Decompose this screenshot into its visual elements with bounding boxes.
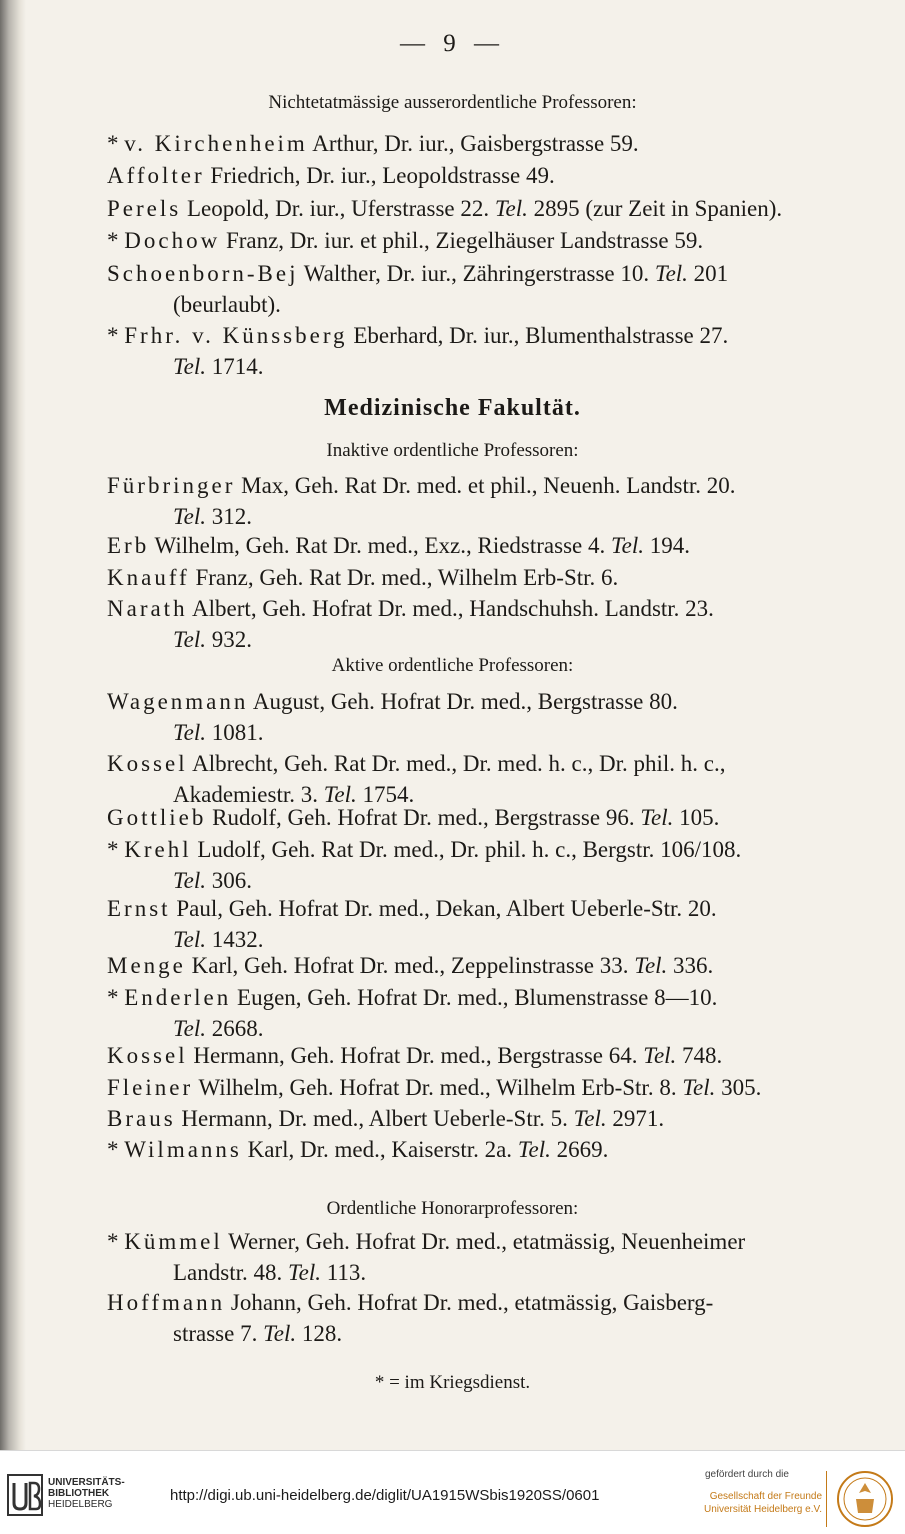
permalink-url[interactable]: http://digi.ub.uni-heidelberg.de/diglit/UA1915WSbis1920SS/0601 xyxy=(170,1487,600,1504)
person-surname: Dochow xyxy=(124,228,221,253)
tel-number: 336. xyxy=(667,953,714,978)
aktive-entry xyxy=(107,1072,865,1103)
aktive-entry xyxy=(107,686,865,748)
person-surname: Menge xyxy=(107,953,186,978)
person-details: Rudolf, Geh. Hofrat Dr. med., Bergstrasse 96. xyxy=(206,805,641,830)
entry-line xyxy=(107,225,865,256)
person-details: Paul, Geh. Hofrat Dr. med., Dekan, Albert Ueberle-Str. 20. xyxy=(170,896,717,921)
entry-line xyxy=(107,686,865,717)
tel-label: Tel. xyxy=(323,782,357,807)
tel-label: Tel. xyxy=(634,953,668,978)
person-surname: Kümmel xyxy=(124,1229,223,1254)
person-surname: Kossel xyxy=(107,1043,188,1068)
person-surname: Kossel xyxy=(107,751,188,776)
nichtetat-entry xyxy=(107,160,865,191)
entry-line xyxy=(107,982,865,1013)
entry-line xyxy=(107,802,865,833)
tel-label: Tel. xyxy=(643,1043,677,1068)
person-details: Arthur, Dr. iur., Gaisbergstrasse 59. xyxy=(307,131,639,156)
entry-line xyxy=(107,1287,865,1318)
tel-label: Tel. xyxy=(640,805,674,830)
tel-label: Tel. xyxy=(288,1260,322,1285)
person-surname: Knauff xyxy=(107,565,190,590)
tel-label: Tel. xyxy=(173,354,207,379)
sponsor-line1: Gesellschaft der Freunde xyxy=(709,1491,822,1502)
tel-label: Tel. xyxy=(263,1321,297,1346)
sponsor-name xyxy=(690,1490,822,1516)
entry-line xyxy=(107,893,865,924)
tel-label: Tel. xyxy=(517,1137,551,1162)
heading-honorar: Ordentliche Honorarprofessoren: xyxy=(326,1198,579,1219)
person-surname: v. Kirchenheim xyxy=(124,131,308,156)
digitization-footer xyxy=(0,1450,905,1534)
person-details: Hermann, Dr. med., Albert Ueberle-Str. 5. xyxy=(175,1106,574,1131)
tel-number: 194. xyxy=(644,533,691,558)
inaktive-entry xyxy=(107,470,865,532)
asterisk-mark: * xyxy=(107,837,125,862)
person-details: Eugen, Geh. Hofrat Dr. med., Blumenstrasse 8—10. xyxy=(231,985,718,1010)
person-details: Franz, Dr. iur. et phil., Ziegelhäuser Landstrasse 59. xyxy=(220,228,704,253)
entry-line xyxy=(107,1040,865,1071)
person-surname: Narath xyxy=(107,596,188,621)
tel-label: Tel. xyxy=(682,1075,716,1100)
person-details: Karl, Geh. Hofrat Dr. med., Zeppelinstrasse 33. xyxy=(185,953,635,978)
entry-continuation xyxy=(107,717,865,748)
person-details: Wilhelm, Geh. Hofrat Dr. med., Wilhelm Erb-Str. 8. xyxy=(193,1075,683,1100)
honorar-entry xyxy=(107,1287,865,1349)
page-number: — 9 — xyxy=(400,30,505,57)
person-surname: Enderlen xyxy=(124,985,232,1010)
person-surname: Frhr. v. Künssberg xyxy=(124,323,348,348)
nichtetat-entry xyxy=(107,128,865,159)
continuation-text: 932. xyxy=(206,627,253,652)
entry-line xyxy=(107,160,865,191)
tel-label: Tel. xyxy=(654,261,688,286)
continuation-text: Landstr. 48. xyxy=(173,1260,288,1285)
person-surname: Schoenborn-Bej xyxy=(107,261,299,286)
tel-number: 2895 (zur Zeit in Spanien). xyxy=(527,196,783,221)
asterisk-mark: * xyxy=(107,985,125,1010)
aktive-entry xyxy=(107,834,865,896)
tel-label: Tel. xyxy=(173,504,207,529)
asterisk-mark: * xyxy=(107,1137,125,1162)
person-details: Albrecht, Geh. Rat Dr. med., Dr. med. h. c., Dr. phil. h. c., xyxy=(187,751,726,776)
person-details: Johann, Geh. Hofrat Dr. med., etatmässig, Gaisberg- xyxy=(225,1290,714,1315)
person-surname: Ernst xyxy=(107,896,171,921)
honorar-entry xyxy=(107,1226,865,1288)
entry-line xyxy=(107,1103,865,1134)
person-surname: Fürbringer xyxy=(107,473,236,498)
person-surname: Krehl xyxy=(124,837,192,862)
footnote: * = im Kriegsdienst. xyxy=(374,1372,531,1393)
tel-number: 2971. xyxy=(606,1106,665,1131)
tel-label: Tel. xyxy=(173,868,207,893)
inaktive-entry xyxy=(107,530,865,561)
person-surname: Hoffmann xyxy=(107,1290,226,1315)
heading-nichtetat: Nichtetatmässige ausserordentliche Professoren: xyxy=(268,92,637,113)
library-name-line1: UNIVERSITÄTS- xyxy=(48,1477,125,1488)
entry-line xyxy=(107,1226,865,1257)
tel-number: 2669. xyxy=(550,1137,609,1162)
entry-continuation xyxy=(107,1318,865,1349)
entry-line xyxy=(107,470,865,501)
tel-label: Tel. xyxy=(173,720,207,745)
library-logo-icon xyxy=(6,1473,44,1517)
sponsor-label: gefördert durch die xyxy=(705,1469,789,1480)
aktive-entry xyxy=(107,1103,865,1134)
person-details: Hermann, Geh. Hofrat Dr. med., Bergstrasse 64. xyxy=(187,1043,644,1068)
entry-continuation xyxy=(107,1257,865,1288)
person-details: August, Geh. Hofrat Dr. med., Bergstrasse 80. xyxy=(248,689,678,714)
page-binding-edge xyxy=(0,0,26,1450)
aktive-entry xyxy=(107,982,865,1044)
entry-line xyxy=(107,593,865,624)
entry-continuation xyxy=(107,624,865,655)
entry-continuation xyxy=(107,351,865,382)
entry-line xyxy=(107,1072,865,1103)
heading-inaktive: Inaktive ordentliche Professoren: xyxy=(326,440,579,461)
tel-label: Tel. xyxy=(610,533,645,558)
entry-line xyxy=(107,562,865,593)
continuation-text: 1081. xyxy=(206,720,264,745)
person-details: Friedrich, Dr. iur., Leopoldstrasse 49. xyxy=(204,163,555,188)
person-details: Eberhard, Dr. iur., Blumenthalstrasse 27. xyxy=(347,323,729,348)
library-name-line3: HEIDELBERG xyxy=(48,1499,113,1510)
person-details: Werner, Geh. Hofrat Dr. med., etatmässig, Neuenheimer xyxy=(222,1229,746,1254)
tel-label: Tel. xyxy=(573,1106,607,1131)
entry-line xyxy=(107,128,865,159)
person-details: Albert, Geh. Hofrat Dr. med., Handschuhsh. Landstr. 23. xyxy=(187,596,714,621)
heading-aktive: Aktive ordentliche Professoren: xyxy=(331,655,574,676)
asterisk-mark: * xyxy=(107,228,125,253)
library-name xyxy=(48,1477,125,1510)
entry-line xyxy=(107,748,865,779)
person-details: Max, Geh. Rat Dr. med. et phil., Neuenh. Landstr. 20. xyxy=(235,473,736,498)
asterisk-mark: * xyxy=(107,323,125,348)
entry-continuation xyxy=(107,501,865,532)
library-name-line2: BIBLIOTHEK xyxy=(48,1488,110,1499)
entry-line xyxy=(107,950,865,981)
inaktive-entry xyxy=(107,562,865,593)
tel-number: 105. xyxy=(673,805,720,830)
university-seal-icon xyxy=(836,1469,894,1529)
faculty-title: Medizinische Fakultät. xyxy=(324,395,581,421)
entry-line xyxy=(107,530,865,561)
person-surname: Perels xyxy=(107,196,182,221)
tel-label: Tel. xyxy=(173,927,207,952)
inaktive-entry xyxy=(107,593,865,655)
sponsor-line2: Universität Heidelberg e.V. xyxy=(703,1504,822,1515)
person-surname: Wagenmann xyxy=(107,689,249,714)
aktive-entry xyxy=(107,950,865,981)
nichtetat-entry xyxy=(107,225,865,256)
person-details: Leopold, Dr. iur., Uferstrasse 22. xyxy=(181,196,495,221)
nichtetat-entry xyxy=(107,258,865,320)
continuation-text: strasse 7. xyxy=(173,1321,264,1346)
tel-number: 1754. xyxy=(356,782,415,807)
entry-line xyxy=(107,320,865,351)
asterisk-mark: * xyxy=(107,1229,125,1254)
tel-label: Tel. xyxy=(173,627,207,652)
continuation-text: 306. xyxy=(206,868,253,893)
aktive-entry xyxy=(107,1134,865,1165)
tel-number: 128. xyxy=(296,1321,343,1346)
entry-line xyxy=(107,834,865,865)
person-surname: Fleiner xyxy=(107,1075,194,1100)
continuation-text: 2668. xyxy=(206,1016,264,1041)
entry-continuation xyxy=(107,289,865,320)
continuation-text: 312. xyxy=(206,504,253,529)
entry-line xyxy=(107,258,865,289)
person-details: Wilhelm, Geh. Rat Dr. med., Exz., Riedstrasse 4. xyxy=(149,533,611,558)
tel-label: Tel. xyxy=(494,196,528,221)
tel-number: 305. xyxy=(715,1075,762,1100)
person-details: Franz, Geh. Rat Dr. med., Wilhelm Erb-Str. 6. xyxy=(189,565,619,590)
aktive-entry xyxy=(107,1040,865,1071)
tel-label: Tel. xyxy=(173,1016,207,1041)
person-details: Walther, Dr. iur., Zähringerstrasse 10. xyxy=(298,261,655,286)
person-surname: Gottlieb xyxy=(107,805,207,830)
continuation-text: (beurlaubt). xyxy=(173,292,281,317)
person-details: Ludolf, Geh. Rat Dr. med., Dr. phil. h. c., Bergstr. 106/108. xyxy=(191,837,742,862)
nichtetat-entry xyxy=(107,320,865,382)
continuation-text: 1714. xyxy=(206,354,264,379)
aktive-entry xyxy=(107,802,865,833)
person-surname: Wilmanns xyxy=(124,1137,242,1162)
person-surname: Erb xyxy=(107,533,150,558)
asterisk-mark: * xyxy=(107,131,125,156)
continuation-text: Akademiestr. 3. xyxy=(173,782,324,807)
sponsor-divider xyxy=(826,1471,827,1527)
nichtetat-entry xyxy=(107,193,865,224)
continuation-text: 1432. xyxy=(206,927,264,952)
entry-line xyxy=(107,193,865,224)
aktive-entry xyxy=(107,893,865,955)
entry-continuation xyxy=(107,865,865,896)
tel-number: 201 xyxy=(687,261,729,286)
tel-number: 748. xyxy=(676,1043,723,1068)
person-surname: Affolter xyxy=(107,163,205,188)
person-surname: Braus xyxy=(107,1106,176,1131)
person-details: Karl, Dr. med., Kaiserstr. 2a. xyxy=(241,1137,518,1162)
aktive-entry xyxy=(107,748,865,810)
entry-line xyxy=(107,1134,865,1165)
tel-number: 113. xyxy=(321,1260,367,1285)
